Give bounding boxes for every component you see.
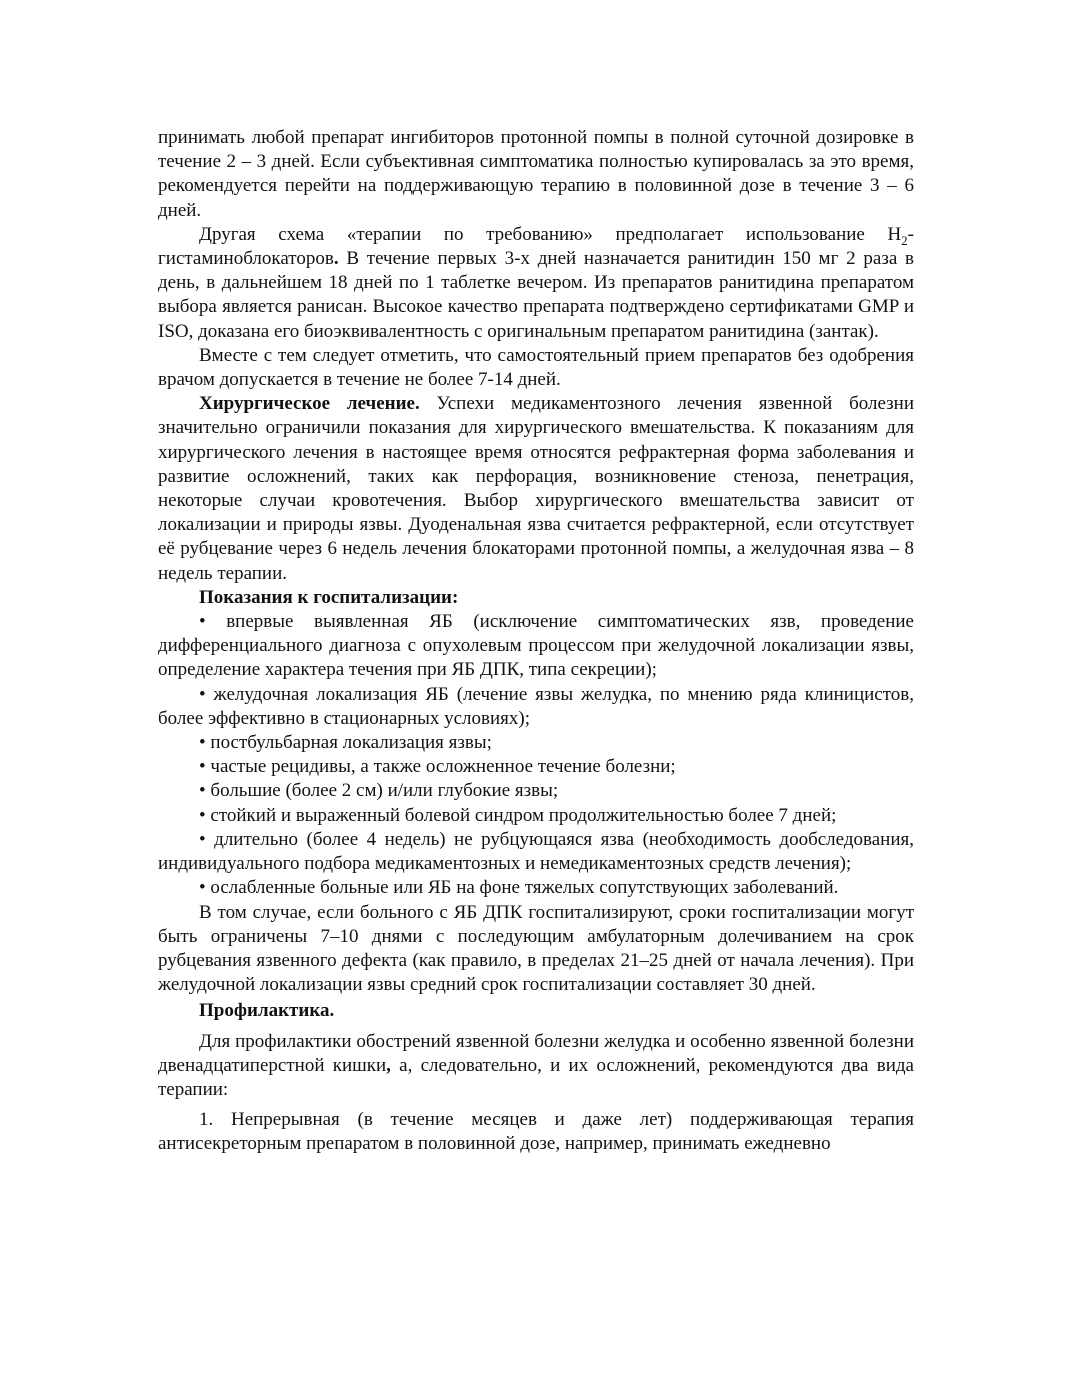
list-item: • большие (более 2 см) и/или глубокие язвы; <box>199 780 559 802</box>
paragraph-ppi-dosing: принимать любой препарат ингибиторов протонной помпы в полной суточной дозировке в течение 2 – 3 дней. Если субъективная симптоматика полностью купировалась за это время, рекомендуется перейти на поддерживающую терапию в половинной дозе в течение 3 – 6 дней. <box>158 127 914 221</box>
bold-period: . <box>333 248 339 270</box>
list-item: • впервые выявленная ЯБ (исключение симптоматических язв, проведение дифференциального диагноза с опухолевым процессом при желудочной локализации язвы, определение характера течения при ЯБ ДПК, типа секреции); <box>158 611 914 681</box>
list-item: • длительно (более 4 недель) не рубцующаяся язва (необходимость дообследования, индивидуального подбора медикаментозных и немедикаментозных средств лечения); <box>158 828 914 875</box>
paragraph-self-medication: Вместе с тем следует отметить, что самостоятельный прием препаратов без одобрения врачом допускается в течение не более 7-14 дней. <box>158 344 914 391</box>
paragraph-prophylaxis-intro <box>158 1030 914 1103</box>
list-item: • желудочная локализация ЯБ (лечение язвы желудка, по мнению ряда клиницистов, более эффективно в стационарных условиях); <box>158 683 914 729</box>
surgery-text: Успехи медикаментозного лечения язвенной болезни значительно ограничили показания для хирургического вмешательства. К показаниям для хирургического лечения в настоящее время относятся рефрактерная форма заболевания и развитие осложнений, таких как перфорация, возникновение стеноза, пенетрация, некоторые случаи кровотечения. Выбор хирургического вмешательства зависит от локализации и природы язвы. Дуоденальная язва считается рефрактерной, если отсутствует её рубцевание через 6 недель лечения блокаторами протонной помпы, а желудочная язва – 8 недель терапии. <box>158 393 914 584</box>
text-fragment: а, следовательно, и их осложнений, рекомендуются два вида терапии: <box>158 1054 914 1100</box>
bold-comma: , <box>386 1054 391 1076</box>
list-item: • частые рецидивы, а также осложненное течение болезни; <box>199 756 676 778</box>
prophylaxis-heading: Профилактика. <box>199 1000 335 1022</box>
hospitalization-heading: Показания к госпитализации: <box>199 586 459 608</box>
text-fragment: В течение первых 3-х дней назначается ранитидин 150 мг 2 раза в день, в дальнейшем 18 дней по 1 таблетке вечером. Из препаратов ранитидина препаратом выбора является ранисан. Высокое качество препарата подтверждено сертификатами GMP и ISO, доказана его биоэквивалентность с оригинальным препаратом ранитидина (зантак). <box>158 248 914 342</box>
text-fragment: Для профилактики обострений язвенной болезни желудка и особенно язвенной болезни двенадцатиперстной кишки <box>158 1030 914 1076</box>
paragraph-hospitalization-duration: В том случае, если больного с ЯБ ДПК госпитализируют, сроки госпитализации могут быть ограничены 7–10 днями с последующим амбулаторным долечиванием на срок рубцевания язвенного дефекта (как правило, в пределах 21–25 дней от начала лечения). При желудочной локализации язвы средний срок госпитализации составляет 30 дней. <box>158 901 914 996</box>
surgery-heading: Хирургическое лечение. <box>199 393 420 415</box>
subscript: 2 <box>901 232 908 248</box>
list-item: • стойкий и выраженный болевой синдром продолжительностью более 7 дней; <box>199 804 837 826</box>
paragraph-continuous-therapy: 1. Непрерывная (в течение месяцев и даже лет) поддерживающая терапия антисекреторным препаратом в половинной дозе, например, принимать ежедневно <box>158 1109 914 1155</box>
list-item: • постбульбарная локализация язвы; <box>199 732 492 754</box>
paragraph-on-demand-therapy <box>158 223 914 344</box>
document-page <box>158 126 914 1157</box>
text-fragment: -гистаминоблокаторов <box>158 223 914 270</box>
list-item: • ослабленные больные или ЯБ на фоне тяжелых сопутствующих заболеваний. <box>199 877 839 899</box>
paragraph-surgery <box>158 392 914 586</box>
text-fragment: Другая схема «терапии по требованию» предполагает использование H <box>199 223 902 245</box>
